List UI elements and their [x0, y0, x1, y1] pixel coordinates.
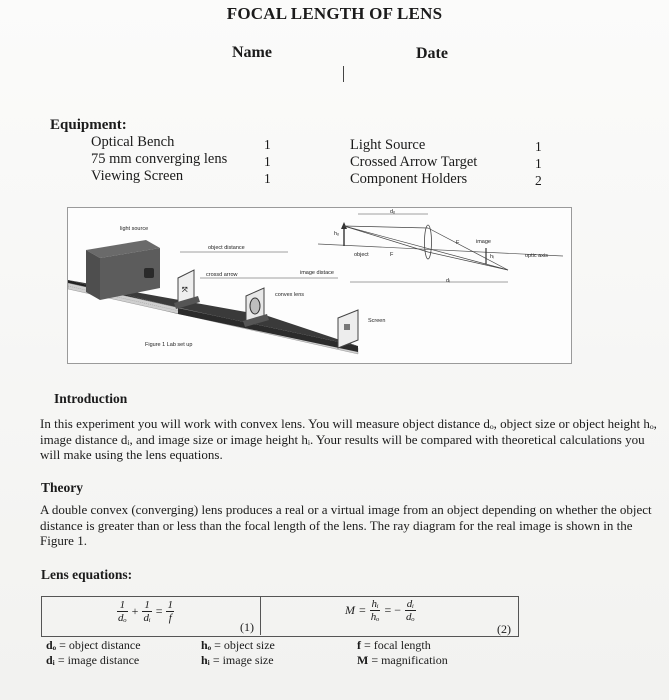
- eq1-term-di: $\frac{1}{\text{dᵢ}}$: [143, 599, 151, 624]
- legend-di: dᵢ = image distance: [46, 653, 140, 667]
- ray-image-label: image: [476, 239, 491, 245]
- text-cursor: [343, 66, 344, 82]
- theory-text: A double convex (converging) lens produces a real or a virtual image from an object depending on whether the object distance is greater than or less than the focal length of the lens. The ray diagram for the real image is shown in the Figure 1.: [40, 502, 652, 548]
- introduction-heading: Introduction: [54, 391, 128, 406]
- eq2-term-h: $\frac{\text{hᵢ}}{\text{hₒ}}$: [370, 598, 380, 623]
- legend-ho: hₒ = object size: [201, 638, 275, 652]
- bench-rail-front: [178, 308, 358, 352]
- ray-ho-label: hₒ: [334, 231, 340, 237]
- ray-optic-axis-label: optic axis: [525, 253, 548, 259]
- legend-f: f = focal length: [357, 638, 431, 652]
- ray-f2-label: F: [456, 240, 460, 246]
- name-label: Name: [232, 44, 272, 61]
- ray-hi-label: hᵢ: [490, 254, 494, 260]
- equipment-item: Optical Bench: [91, 134, 175, 150]
- equipment-qty: 1: [264, 137, 271, 152]
- object-distance-label: object distance: [208, 245, 245, 251]
- equipment-heading: Equipment:: [50, 117, 127, 133]
- legend-m: M = magnification: [357, 653, 448, 667]
- light-source-side: [86, 250, 100, 300]
- svg-text:⤧: ⤧: [182, 286, 188, 294]
- eq1-equals: =: [155, 604, 163, 619]
- equipment-item: Light Source: [350, 137, 426, 153]
- ray-diagram: [318, 214, 563, 282]
- eq2-equals: =: [359, 603, 366, 618]
- equation-divider: [260, 597, 261, 635]
- theory-heading: Theory: [41, 480, 83, 495]
- convex-lens: [250, 298, 260, 314]
- eq2-term-d: $\frac{\text{dᵢ}}{\text{dₒ}}$: [405, 598, 415, 623]
- equipment-qty: 1: [264, 154, 271, 169]
- light-source-aperture: [144, 268, 154, 278]
- legend-hi: hᵢ = image size: [201, 653, 274, 667]
- eq2-m: M: [345, 603, 355, 618]
- equation-box: [41, 596, 519, 637]
- image-distance-label: image distace: [300, 270, 334, 276]
- equipment-qty: 2: [535, 173, 542, 188]
- ray-di-label: dᵢ: [446, 278, 450, 284]
- equipment-qty: 1: [264, 171, 271, 186]
- equation-number-2: (2): [497, 622, 511, 636]
- legend-do: dₒ = object distance: [46, 638, 141, 652]
- lab-setup-figure: [67, 207, 572, 364]
- equipment-item: Viewing Screen: [91, 168, 184, 184]
- screen-label: Screen: [368, 318, 386, 324]
- eq2-equals-neg: = −: [384, 603, 401, 618]
- ray-lens: [425, 225, 432, 259]
- equation-number-1: (1): [240, 620, 254, 634]
- eq1-plus: +: [131, 604, 139, 619]
- ray-do-label: dₒ: [390, 209, 396, 215]
- lens-equation: [117, 599, 174, 624]
- convex-lens-label: convex lens: [275, 292, 305, 298]
- eq1-term-f: $\frac{1}{f}$: [167, 599, 173, 624]
- equipment-qty: 1: [535, 139, 542, 154]
- equipment-item: 75 mm converging lens: [91, 151, 228, 167]
- ray-f1-label: F: [390, 252, 394, 258]
- equipment-item: Component Holders: [350, 171, 468, 187]
- lens-equations-heading: Lens equations:: [41, 567, 133, 582]
- magnification-equation: [345, 598, 416, 623]
- page-title: FOCAL LENGTH OF LENS: [226, 4, 443, 23]
- equipment-qty: 1: [535, 156, 542, 171]
- introduction-text: In this experiment you will work with convex lens. You will measure object distance dₒ, object size or object height hₒ, image distance dᵢ, and image size or image height hᵢ. Your results will be compared with theoretical calculations you will make using the lens equations.: [40, 416, 657, 462]
- date-label: Date: [416, 45, 448, 62]
- light-source-label: light source: [120, 226, 149, 232]
- equipment-item: Crossed Arrow Target: [350, 154, 478, 170]
- eq1-term-do: $\frac{1}{\text{dₒ}}$: [118, 599, 127, 624]
- figure-caption: Figure 1 Lab set up: [145, 342, 193, 348]
- crossed-arrow-label: crossd arrow: [206, 272, 238, 278]
- ray-object-label: object: [354, 252, 369, 258]
